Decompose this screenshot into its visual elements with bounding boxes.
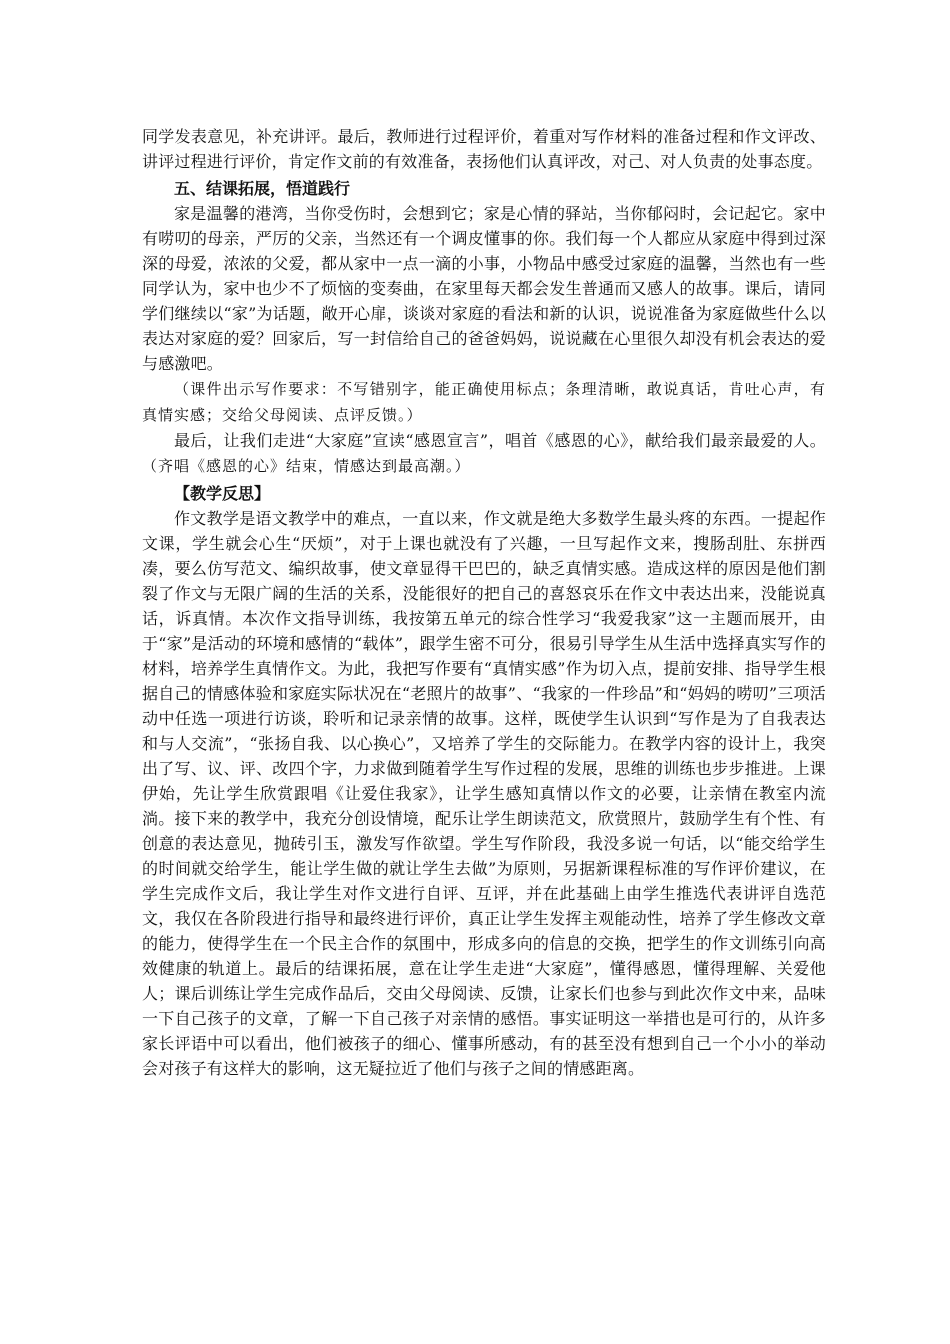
section-five-heading: 五、结课拓展，悟道践行 — [174, 179, 351, 198]
document-page — [142, 124, 826, 1081]
intro-paragraph: 同学发表意见，补充讲评。最后，教师进行过程评价，着重对写作材料的准备过程和作文评改、讲评过程进行评价，肯定作文前的有效准备，表扬他们认真评改，对己、对人负责的处事态度。 — [142, 127, 826, 171]
closing-text: 最后，让我们走进“大家庭”宣读“感恩宣言”，唱首《感恩的心》，献给我们最亲最爱的人。 — [174, 431, 826, 450]
closing-paragraph — [142, 428, 826, 479]
closing-note: （齐唱《感恩的心》结束，情感达到最高潮。） — [142, 457, 471, 475]
reflection-paragraph: 作文教学是语文教学中的难点，一直以来，作文就是绝大多数学生最头疼的东西。一提起作文课，学生就会心生“厌烦”，对于上课也就没有了兴趣，一旦写起作文来，搜肠刮肚、东拼西凑，要么仿写范文、编织故事，使文章显得干巴巴的，缺乏真情实感。造成这样的原因是他们割裂了作文与无限广阔的生活的关系，没能很好的把自己的喜怒哀乐在作文中表达出来，没能说真话，诉真情。本次作文指导训练，我按第五单元的综合性学习“我爱我家”这一主题而展开，由于“家”是活动的环境和感情的“载体”，跟学生密不可分，很易引导学生从生活中选择真实写作的材料，培养学生真情作文。为此，我把写作要有“真情实感”作为切入点，提前安排、指导学生根据自己的情感体验和家庭实际状况在“老照片的故事”、“我家的一件珍品”和“妈妈的唠叨”三项活动中任选一项进行访谈，聆听和记录亲情的故事。这样，既使学生认识到“写作是为了自我表达和与人交流”，“张扬自我、以心换心”，又培养了学生的交际能力。在教学内容的设计上，我突出了写、议、评、改四个字，力求做到随着学生写作过程的发展，思维的训练也步步推进。上课伊始，先让学生欣赏跟唱《让爱住我家》，让学生感知真情以作文的必要，让亲情在教室内流淌。接下来的教学中，我充分创设情境，配乐让学生朗读范文，欣赏照片，鼓励学生有个性、有创意的表达意见，抛砖引玉，激发写作欲望。学生写作阶段，我没多说一句话，以“能交给学生的时间就交给学生，能让学生做的就让学生去做”为原则，另据新课程标准的写作评价建议，在学生完成作文后，我让学生对作文进行自评、互评，并在此基础上由学生推选代表讲评自选范文，我仅在各阶段进行指导和最终进行评价，真正让学生发挥主观能动性，培养了学生修改文章的能力，使得学生在一个民主合作的氛围中，形成多向的信息的交换，把学生的作文训练引向高效健康的轨道上。最后的结课拓展，意在让学生走进“大家庭”，懂得感恩，懂得理解、关爱他人；课后训练让学生完成作品后，交由父母阅读、反馈，让家长们也参与到此次作文中来，品味一下自己孩子的文章，了解一下自己孩子对亲情的感悟。事实证明这一举措也是可行的，从许多家长评语中可以看出，他们被孩子的细心、懂事所感动，有的甚至没有想到自己一个小小的举动会对孩子有这样大的影响，这无疑拉近了他们与孩子之间的情感距离。 — [142, 509, 826, 1078]
section-five-paragraph: 家是温馨的港湾，当你受伤时，会想到它；家是心情的驿站，当你郁闷时，会记起它。家中有唠叨的母亲，严厉的父亲，当然还有一个调皮懂事的你。我们每一个人都应从家庭中得到过深深的母爱，浓浓的父爱，都从家中一点一滴的小事，小物品中感受过家庭的温馨，当然也有一些同学认为，家中也少不了烦恼的变奏曲，在家里每天都会发生普通而又感人的故事。课后，请同学们继续以“家”为话题，敞开心扉，谈谈对家庭的看法和新的认识，说说准备为家庭做些什么以表达对家庭的爱？回家后，写一封信给自己的爸爸妈妈，说说藏在心里很久却没有机会表达的爱与感激吧。 — [142, 204, 826, 373]
reflection-heading: 【教学反思】 — [174, 484, 271, 503]
courseware-note: （课件出示写作要求：不写错别字，能正确使用标点；条理清晰，敢说真话，肯吐心声，有真情实感；交给父母阅读、点评反馈。） — [142, 380, 826, 424]
